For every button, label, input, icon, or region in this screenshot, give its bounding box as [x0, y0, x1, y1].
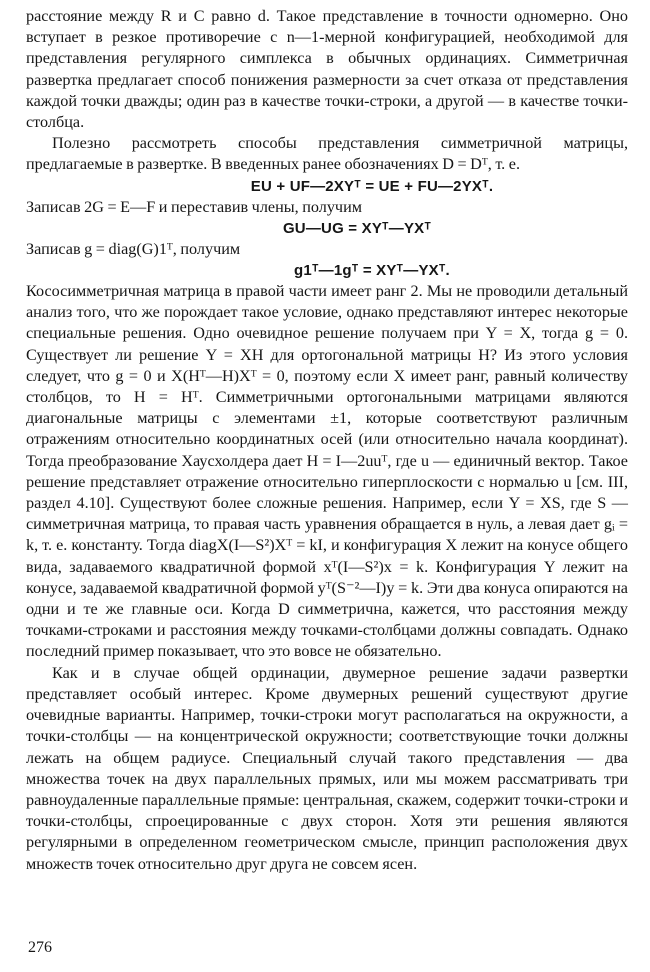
page-body: [26, 6, 628, 875]
equation-2: GU—UG = XYᵀ—YXᵀ: [282, 219, 432, 237]
paragraph-two-dimensional: Как и в случае общей ординации, двумерное решение задачи развертки представляет особый интерес. Кроме двумерных решений существуют другие очевидные варианты. Например, точки-строки могут располагаться на окружности, а точки-столбцы — на концентрической окружности; соответствующие точки должны лежать на общем радиусе. Специальный случай такого представления — два множества точек на двух параллельных прямых, или мы можем рассматривать три равноудаленные параллельные прямые: центральная, скажем, содержит точки-строки и точки-столбцы, спроецированные с двух сторон. Хотя эти решения являются регулярными в определенном геометрическом смысле, принцип расположения двух множеств точек относительно друг друга не совсем ясен.: [26, 663, 628, 873]
paragraph-rearrange: Записав 2G = E—F и переставив члены, получим: [26, 197, 362, 216]
paragraph-skew-symmetric: Кососимметричная матрица в правой части имеет ранг 2. Мы не проводили детальный анализ того, что же порождает такое условие, однако представляют интерес некоторые специальные решения. Одно очевидное решение получаем при Y = X, тогда g = 0. Существует ли решение Y = XH для ортогональной матрицы H? Из этого условия следует, что g = 0 и X(Hᵀ—H)Xᵀ = 0, поэтому если X имеет ранг, равный количеству столбцов, то H = Hᵀ. Симметричными ортогональными матрицами являются диагональные матрицы с элементами ±1, которые соответствуют различным отражениям относительно координатных осей (или относительно начала координат). Тогда преобразование Хаусхолдера дает H = I—2uuᵀ, где u — единичный вектор. Такое решение представляет отражение относительно гиперплоскости с нормалью u [см. III, раздел 4.10]. Существуют более сложные решения. Например, если Y = XS, где S — симметричная матрица, то правая часть уравнения обращается в нуль, а левая дает gᵢ = k, т. е. константу. Тогда diagX(I—S²)Xᵀ = kI, и конфигурация X лежит на конусе общего вида, задаваемого квадратичной формой xᵀ(I—S²)x = k. Конфигурация Y лежит на конусе, задаваемой квадратичной формой yᵀ(S⁻²—I)y = k. Эти два конуса опираются на одни и те же главные оси. Когда D симметрична, кажется, что расстояния между точками-строками и расстояния между точками-столбцами должны совпадать. Однако последний пример показывает, что это вовсе не обязательно.: [26, 282, 628, 661]
equation-3: g1ᵀ—1gᵀ = XYᵀ—YXᵀ.: [294, 262, 450, 280]
paragraph-continuation: расстояние между R и C равно d. Такое представление в точности одномерно. Оно вступает в резкое противоречие с n—1-мерной конфигурацией, необходимой для представления регулярного симплекса в обычных ординациях. Симметричная развертка предлагает способ понижения размерности за счет отказа от представления каждой точки дважды; один раз в качестве точки-строки, а другой — в качестве точки-столбца.: [26, 7, 628, 132]
page-number: 276: [28, 939, 52, 956]
equation-1: EU + UF—2XYᵀ = UE + FU—2YXᵀ.: [250, 177, 494, 195]
paragraph-diag: Записав g = diag(G)1ᵀ, получим: [26, 239, 241, 258]
paragraph-symmetric-matrix: Полезно рассмотреть способы представления симметричной матрицы, предлагаемые в развертке. В введенных ранее обозначениях D = Dᵀ, т. е.: [26, 134, 628, 174]
